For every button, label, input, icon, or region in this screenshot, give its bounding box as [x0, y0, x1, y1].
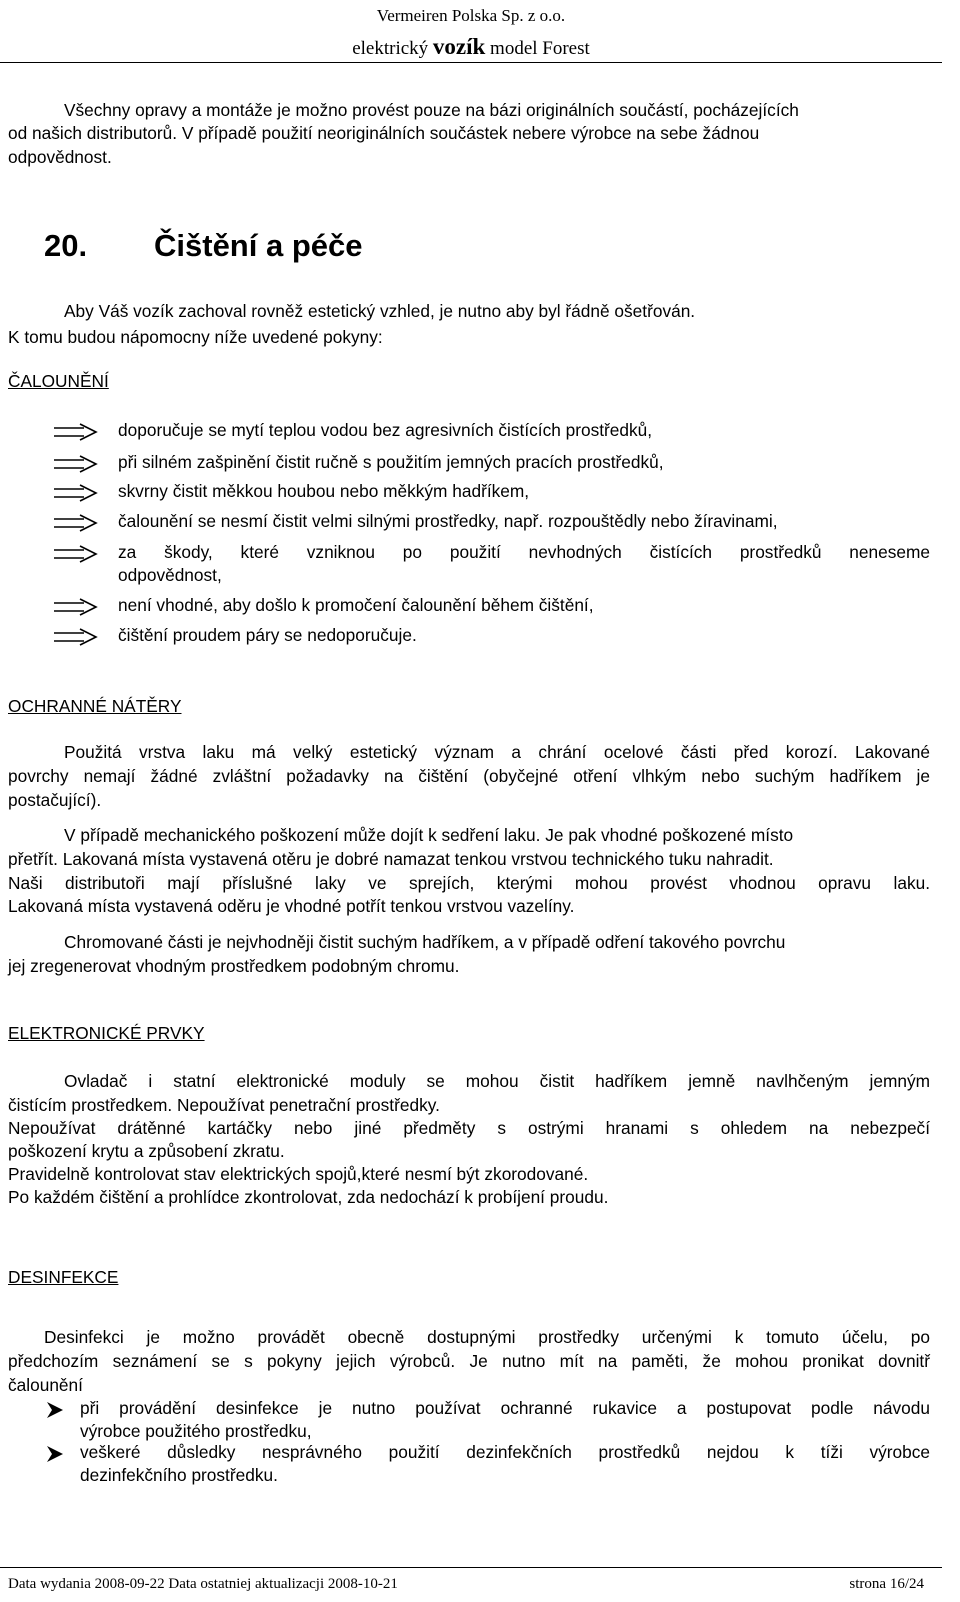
- disinfection-bullet-1-line-1: při provádění desinfekce je nutno používat ochranné rukavice a postupovat podle návodu: [80, 1398, 930, 1418]
- arrow-icon: [52, 514, 100, 532]
- upholstery-item-4: čalounění se nesmí čistit velmi silnými prostředky, např. rozpouštědly nebo žíravinami,: [118, 511, 778, 531]
- product-main: vozík: [432, 34, 486, 59]
- product-title: [0, 34, 942, 60]
- intro-line-3: odpovědnost.: [8, 147, 112, 167]
- coatings-p3-line-1: Chromované části je nejvhodněji čistit suchým hadříkem, a v případě odření takového povrchu: [64, 932, 786, 952]
- arrow-icon: [52, 455, 100, 473]
- arrow-icon: [52, 628, 100, 646]
- coatings-heading: OCHRANNÉ NÁTĚRY: [8, 696, 182, 716]
- disinfection-bullet-2-line-2: dezinfekčního prostředku.: [80, 1465, 278, 1485]
- company-name: Vermeiren Polska Sp. z o.o.: [376, 6, 566, 25]
- upholstery-item-1: doporučuje se mytí teplou vodou bez agresivních čistících prostředků,: [118, 420, 653, 440]
- chevron-bullet-icon: [44, 1444, 66, 1464]
- product-suffix: model Forest: [490, 38, 590, 59]
- section-lead-1: Aby Váš vozík zachoval rovněž estetický vzhled, je nutno aby byl řádně ošetřován.: [64, 301, 696, 321]
- section-lead-2: K tomu budou nápomocny níže uvedené pokyny:: [8, 327, 383, 347]
- section-number: 20.: [44, 228, 88, 263]
- coatings-p1-line-1: Použitá vrstva laku má velký estetický význam a chrání ocelové části před korozí. Lakované: [64, 742, 930, 762]
- disinfection-line-3: čalounění: [8, 1375, 83, 1395]
- footer-dates: Data wydania 2008-09-22 Data ostatniej aktualizacji 2008-10-21: [8, 1576, 398, 1592]
- section-title: Čištění a péče: [154, 228, 363, 263]
- coatings-p2-line-4: Lakovaná místa vystavená oděru je vhodné potřít tenkou vrstvou vazelíny.: [8, 896, 575, 916]
- disinfection-bullet-1-line-2: výrobce použitého prostředku,: [80, 1421, 312, 1441]
- intro-line-2: od našich distributorů. V případě použití neoriginálních součástek nebere výrobce na sebe žádnou: [8, 123, 760, 143]
- upholstery-item-7: čištění proudem páry se nedoporučuje.: [118, 625, 417, 645]
- footer-page-number: strona 16/24: [849, 1576, 924, 1592]
- electronics-line-6: Po každém čištění a prohlídce zkontrolovat, zda nedochází k probíjení proudu.: [8, 1187, 609, 1207]
- upholstery-item-3: skvrny čistit měkkou houbou nebo měkkým hadříkem,: [118, 481, 530, 501]
- electronics-line-2: čistícím prostředkem. Nepoužívat penetrační prostředky.: [8, 1095, 440, 1115]
- disinfection-line-1: Desinfekci je možno provádět obecně dostupnými prostředky určenými k tomuto účelu, po: [44, 1327, 930, 1347]
- coatings-p2-line-2: přetřít. Lakovaná místa vystavená otěru je dobré namazat tenkou vrstvou technického tuku nahradit.: [8, 849, 774, 869]
- page-header: [0, 0, 942, 63]
- coatings-p1-line-2: povrchy nemají žádné zvláštní požadavky na čištění (obyčejné otření vlhkým nebo suchým hadříkem je: [8, 766, 930, 786]
- disinfection-heading: DESINFEKCE: [8, 1267, 119, 1287]
- intro-line-1: Všechny opravy a montáže je možno provést pouze na bázi originálních součástí, pocházejících: [64, 100, 799, 120]
- upholstery-item-5-cont: odpovědnost,: [118, 565, 222, 585]
- upholstery-item-6: není vhodné, aby došlo k promočení čalounění během čištění,: [118, 595, 594, 615]
- arrow-icon: [52, 598, 100, 616]
- coatings-p2-line-1: V případě mechanického poškození může dojít k sedření laku. Je pak vhodné poškozené místo: [64, 825, 794, 845]
- electronics-heading: ELEKTRONICKÉ PRVKY: [8, 1023, 205, 1043]
- electronics-line-3: Nepoužívat drátěnné kartáčky nebo jiné předměty s ostrými hranami s ohledem na nebezpečí: [8, 1118, 930, 1138]
- arrow-icon: [52, 545, 100, 563]
- arrow-icon: [52, 423, 100, 441]
- electronics-line-1: Ovladač i statní elektronické moduly se mohou čistit hadříkem jemně navlhčeným jemným: [64, 1071, 930, 1091]
- arrow-icon: [52, 484, 100, 502]
- coatings-p3-line-2: jej zregenerovat vhodným prostředkem podobným chromu.: [8, 956, 460, 976]
- chevron-bullet-icon: [44, 1400, 66, 1420]
- coatings-p1-line-3: postačující).: [8, 790, 102, 810]
- disinfection-bullet-2-line-1: veškeré důsledky nesprávného použití dezinfekčních prostředků nejdou k tíži výrobce: [80, 1442, 930, 1462]
- section-heading: [44, 228, 362, 264]
- electronics-line-4: poškození krytu a způsobení zkratu.: [8, 1141, 285, 1161]
- page-footer: [0, 1567, 942, 1602]
- coatings-p2-line-3: Naši distributoři mají příslušné laky ve sprejích, kterými mohou provést vhodnou opravu laku.: [8, 873, 930, 893]
- upholstery-heading: ČALOUNĚNÍ: [8, 371, 109, 391]
- electronics-line-5: Pravidelně kontrolovat stav elektrických spojů,které nesmí být zkorodované.: [8, 1164, 589, 1184]
- disinfection-line-2: předchozím seznámení se s pokyny jejich výrobců. Je nutno mít na paměti, že mohou pronikat dovnitř: [8, 1351, 930, 1371]
- product-prefix: elektrický: [352, 38, 429, 59]
- upholstery-item-2: při silném zašpinění čistit ručně s použitím jemných pracích prostředků,: [118, 452, 664, 472]
- upholstery-item-5: za škody, které vzniknou po použití nevhodných čistících prostředků neneseme: [118, 542, 930, 562]
